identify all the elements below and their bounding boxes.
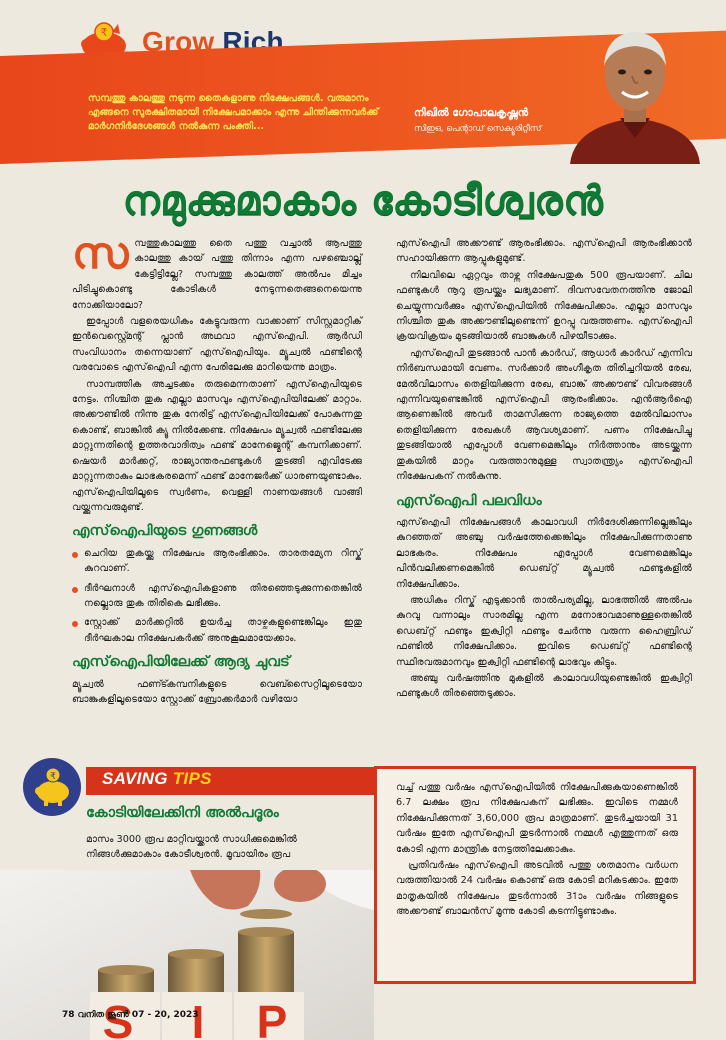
page-footer bbox=[62, 1010, 199, 1020]
paragraph: എസ്ഐപി നിക്ഷേപങ്ങൾ കാലാവധി നിർദേശിക്കുന്നില്ലെങ്കിലും കുറഞ്ഞത് അഞ്ചു വർഷത്തേക്കെങ്കിലും നിക്ഷേപിക്കുന്നതാണു ലാഭകരം. നിക്ഷേപം എപ്പോൾ വേണമെങ്കിലും പിൻവലിക്കണമെങ്കിൽ ഡെബ്റ്റ് മ്യൂച്വൽ ഫണ്ടുകളിൽ നിക്ഷേപിക്കാം. bbox=[396, 516, 692, 590]
paragraph: എസ്ഐപി തുടങ്ങാൻ പാൻ കാർഡ്, ആധാർ കാർഡ് എന്നിവ നിർബന്ധമായി വേണം. സർക്കാർ അംഗീകൃത തിരിച്ചറിയൽ രേഖ, മേൽവിലാസം തെളിയിക്കുന്ന രേഖ, ബാങ്ക് അക്കൗണ്ട് വിവരങ്ങൾ എന്നിവയുണ്ടെങ്കിൽ എസ്ഐപി ആരംഭിക്കാം. എൻആർഐ ആണെങ്കിൽ അവർ താമസിക്കുന്ന രാജ്യത്തെ മേൽവിലാസം തെളിയിക്കുന്ന രേഖകൾ ആവശ്യമാണ്. പണം നിക്ഷേപിച്ചു തുടങ്ങിയാൽ എപ്പോൾ വേണമെങ്കിലും നിർത്താനും അടയ്ക്കുന്ന തുകയിൽ മാറ്റം വരുത്താനുമുള്ള സ്വാതന്ത്ര്യം എസ്ഐപി നിക്ഷേപകന് നൽകുന്നു. bbox=[396, 347, 692, 483]
saving-word: SAVING bbox=[102, 769, 168, 788]
paragraph-text: മ്പത്തുകാലത്തു തൈ പത്തു വച്ചാൽ ആപത്തു കാലത്തു കായ് പത്തു തിന്നാം എന്ന പഴഞ്ചൊല്ല് കേട്ടിട്ടില്ലേ? സമ്പത്തു കാലത്ത് അൽപം മിച്ചം പിടിച്ചുകൊണ്ടു കോടികൾ നേടുന്നതെങ്ങനെയെന്നു നോക്കിയാലോ? bbox=[72, 238, 362, 311]
tips-box-text bbox=[396, 780, 678, 921]
brand-word-grow: Grow bbox=[142, 26, 215, 57]
svg-text:₹: ₹ bbox=[50, 772, 56, 782]
author-role: സിഇഒ, പെന്റാഡ് സെക്യൂരിറ്റീസ് bbox=[414, 124, 542, 134]
left-column bbox=[72, 228, 362, 708]
section-heading-types: എസ്ഐപി പലവിധം bbox=[396, 492, 542, 509]
author-portrait bbox=[560, 14, 710, 164]
list-item: സ്റ്റോക്ക് മാർക്കറ്റിൽ ഉയർച്ച താഴ്ചകളുണ്ടെങ്കിലും ഇതു ദീർഘകാല നിക്ഷേപകർക്ക് അനുകൂലമായേക്കാം. bbox=[72, 615, 362, 646]
paragraph: സാമ്പത്തിക അച്ചടക്കം തരുമെന്നതാണ് എസ്ഐപിയുടെ നേട്ടം. നിശ്ചിത തുക എല്ലാ മാസവും എസ്ഐപിയിലേക്ക് മാറ്റാം. അക്കൗണ്ടിൽ നിന്നു തുക നേരിട്ട് എസ്ഐപിയിലേക്ക് പോകുന്നതു കൊണ്ട്, ബാങ്കിൽ ക്യൂ നിൽക്കേണ്ട. നിക്ഷേപം മ്യൂച്വൽ ഫണ്ടിലേക്കു മാറ്റുന്നതിന്റെ ഉത്തരവാദിത്വം ഫണ്ട് മാനേജ്മെന്റ് കമ്പനിക്കാണ്. ഷെയർ മാർക്കറ്റ്, രാജ്യാന്തരഫണ്ടുകൾ തുടങ്ങി എവിടേക്കു മാറ്റുന്നതാകും ലാഭകരമെന്ന് ഫണ്ട് മാനേജർക്ക് ധാരണയുണ്ടാകും. എസ്ഐപിയിലൂടെ സ്വർണം, വെള്ളി നാണയങ്ങൾ വാങ്ങി വയ്ക്കുന്നവരുമുണ്ട്. bbox=[72, 378, 362, 513]
intro-text: സമ്പത്തു കാലത്തു നടുന്ന തൈകളാണു നിക്ഷേപങ്ങൾ. വരുമാനം എങ്ങനെ സുരക്ഷിതമായി നിക്ഷേപമാക്കാം എന്നു ചിന്തിക്കുന്നവർക്ക് മാർഗനിർദേശങ്ങൾ നൽകുന്ന പംക്തി... bbox=[88, 93, 379, 132]
saving-tips-label bbox=[102, 769, 212, 789]
paragraph: അധികം റിസ്ക് എടുക്കാൻ താൽപര്യമില്ല, ലാഭത്തിൽ അൽപം കുറവു വന്നാലും സാരമില്ല എന്ന മനോഭാവമാണുള്ളതെങ്കിൽ ഡെബ്റ്റ് ഫണ്ടും ഇക്വിറ്റി ഫണ്ടും ചേർന്നു വരുന്ന ഹൈബ്രിഡ് ഫണ്ടിൽ നിക്ഷേപിക്കാം. ഇവിടെ ഡെബ്റ്റ് ഫണ്ടിന്റെ സ്ഥിരവരുമാനവും ഇക്വിറ്റി ഫണ്ടിന്റെ ലാഭവും കിട്ടും. bbox=[396, 594, 692, 668]
list-item: ദീർഘനാൾ എസ്ഐപികളാണു തിരഞ്ഞെടുക്കുന്നതെങ്കിൽ നല്ലൊരു തുക തിരികെ ലഭിക്കും. bbox=[72, 581, 362, 612]
photo-letter-s: S bbox=[102, 996, 134, 1040]
section-heading-benefits: എസ്ഐപിയുടെ ഗുണങ്ങൾ bbox=[72, 523, 258, 540]
author-name: നിഖിൽ ഗോപാലകൃഷ്ണൻ bbox=[414, 107, 529, 119]
photo-letter-i: I bbox=[191, 996, 205, 1040]
author-block bbox=[414, 107, 541, 134]
photo-letter-p: P bbox=[256, 996, 288, 1040]
tips-heading: കോടിയിലേക്കിനി അൽപദൂരം bbox=[86, 805, 279, 821]
tips-word: TIPS bbox=[172, 769, 212, 788]
issue-info: വനിത ജൂൺ 07 - 20, 2023 bbox=[77, 1010, 199, 1020]
svg-text:₹: ₹ bbox=[100, 26, 108, 39]
page-number: 78 bbox=[62, 1010, 75, 1020]
opening-paragraph bbox=[72, 228, 362, 313]
tips-text: മാസം 3000 രൂപ മാറ്റിവയ്ക്കാൻ സാധിക്കുമെങ്കിൽ നിങ്ങൾക്കുമാകാം കോടീശ്വരൻ. മൂവായിരം രൂപ bbox=[86, 834, 298, 861]
section-heading-first-step: എസ്ഐപിയിലേക്ക് ആദ്യ ചുവട് bbox=[72, 654, 290, 671]
article-headline: നമുക്കുമാകാം കോടീശ്വരൻ bbox=[122, 178, 604, 224]
paragraph: അഞ്ചു വർഷത്തിനു മുകളിൽ കാലാവധിയുണ്ടെങ്കിൽ ഇക്വിറ്റി ഫണ്ടുകൾ തിരഞ്ഞെടുക്കാം. bbox=[396, 672, 692, 700]
paragraph: മ്യൂച്വൽ ഫണ്ട്കമ്പനികളുടെ വെബ്സൈറ്റിലൂടെയോ ബാങ്കുകളിലൂടെയോ സ്റ്റോക്ക് ബ്രോക്കർമാർ വഴിയോ bbox=[72, 678, 362, 705]
list-item: ചെറിയ തുകയ്ക്കു നിക്ഷേപം ആരംഭിക്കാം. താരതമ്യേന റിസ്ക് കുറവാണ്. bbox=[72, 546, 362, 577]
paragraph: എസ്ഐപി അക്കൗണ്ട് ആരംഭിക്കാം. എസ്ഐപി ആരംഭിക്കാൻ സഹായിക്കുന്ന ആപ്പുകളുമുണ്ട്. bbox=[396, 238, 692, 265]
paragraph: പ്രതിവർഷം എസ്ഐപി അടവിൽ പത്തു ശതമാനം വർധന വരുത്തിയാൽ 24 വർഷം കൊണ്ട് ഒരു കോടി മറികടക്കാം. ഇതേ മാതൃകയിൽ നിക്ഷേപം തുടർന്നാൽ 31ാം വർഷം നിങ്ങളുടെ അക്കൗണ്ട് ബാലൻസ് മൂന്നു കോടി കടന്നിട്ടുണ്ടാകും. bbox=[396, 860, 678, 918]
drop-cap: സ bbox=[72, 228, 129, 279]
benefits-list bbox=[72, 546, 362, 646]
paragraph: ഇപ്പോൾ വളരെയധികം കേട്ടുവരുന്ന വാക്കാണ് സിസ്റ്റമാറ്റിക് ഇൻവെസ്റ്റ്മെന്റ് പ്ലാൻ അഥവാ എസ്ഐപി. ആർഡി സംവിധാനം തന്നെയാണ് എസ്ഐപിയും. മ്യൂച്വൽ ഫണ്ടിന്റെ വരവോടെ എസ്ഐപി എന്ന പേരിലേക്കു മാറിയെന്നു മാത്രം. bbox=[72, 316, 362, 374]
brand-word-rich: Rich bbox=[222, 26, 284, 57]
paragraph: വച്ച് പത്തു വർഷം എസ്ഐപിയിൽ നിക്ഷേപിക്കുകയാണെങ്കിൽ 6.7 ലക്ഷം രൂപ നിക്ഷേപകന് ലഭിക്കും. ഇവിടെ നമ്മൾ നിക്ഷേപിക്കുന്നത് 3,60,000 രൂപ മാത്രമാണ്. തുടർച്ചയായി 31 വർഷം ഇതേ എസ്ഐപി തുടർന്നാൽ നമ്മൾ എത്തുന്നത് ഒരു കോടി എന്ന മാന്ത്രിക നേട്ടത്തിലേക്കാകും. bbox=[396, 782, 678, 855]
right-column bbox=[396, 236, 692, 703]
paragraph: നിലവിലെ ഏറ്റവും താഴ്ന്ന നിക്ഷേപതുക 500 രൂപയാണ്. ചില ഫണ്ടുകൾ നൂറു രൂപയ്ക്കും ലഭ്യമാണ്. ദിവസവേതനത്തിനു ജോലി ചെയ്യുന്നവർക്കും എസ്ഐപിയിൽ നിക്ഷേപിക്കാം. എല്ലാ മാസവും നിശ്ചിത തുക അക്കൗണ്ടിലുണ്ടെന്ന് ഉറപ്പു വരുത്തണം. എസ്ഐപി ക്രയവിക്രയം മുടങ്ങിയാൽ ബാങ്കുകൾ പിഴയീടാക്കും. bbox=[396, 269, 692, 343]
piggy-bank-icon bbox=[22, 757, 82, 817]
